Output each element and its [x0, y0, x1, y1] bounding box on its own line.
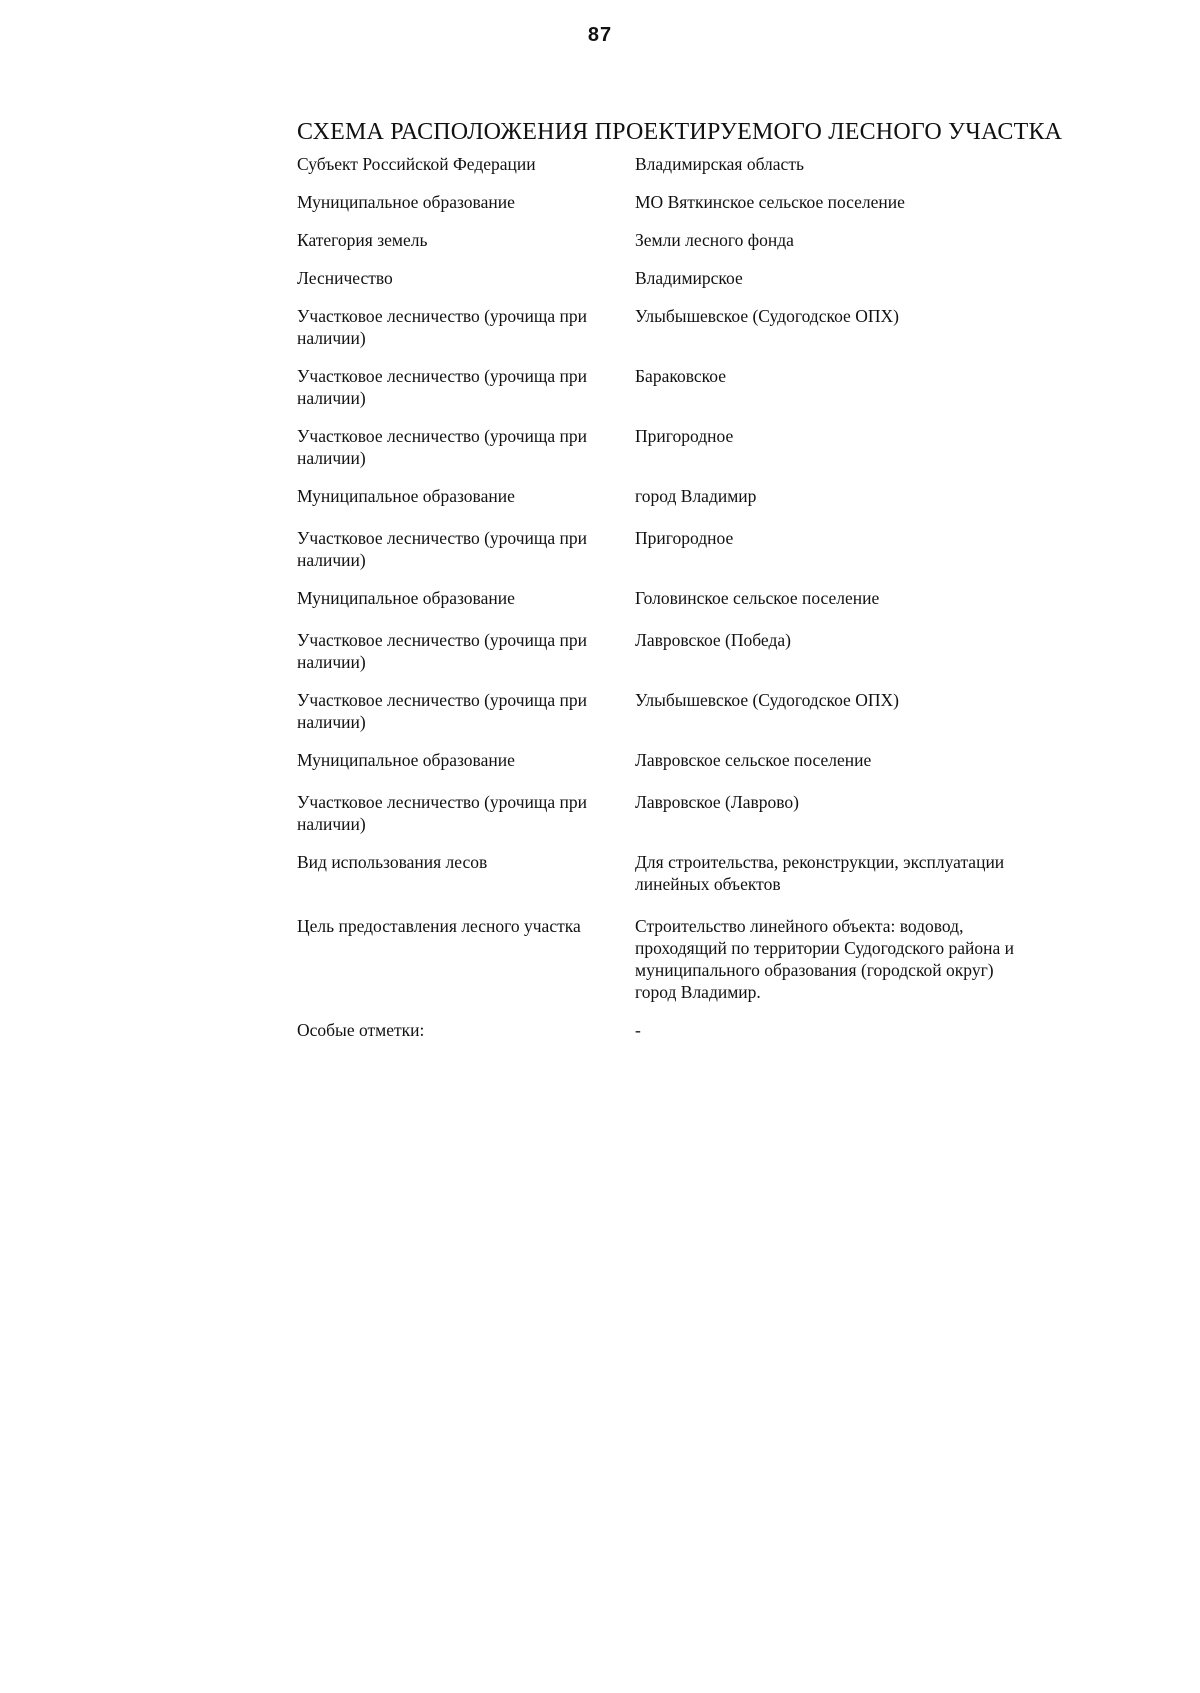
field-label: Участковое лесничество (урочища при наличии)	[297, 306, 587, 348]
field-row	[297, 851, 1017, 895]
field-row	[297, 365, 1017, 409]
field-row	[297, 749, 1017, 771]
field-value: Головинское сельское поселение	[635, 588, 880, 608]
field-label: Участковое лесничество (урочища при наличии)	[297, 792, 587, 834]
field-label: Участковое лесничество (урочища при наличии)	[297, 426, 587, 468]
field-label: Категория земель	[297, 230, 428, 250]
field-label: Лесничество	[297, 268, 393, 288]
field-row	[297, 229, 1017, 251]
field-label: Участковое лесничество (урочища при наличии)	[297, 366, 587, 408]
field-row	[297, 527, 1017, 571]
field-label: Участковое лесничество (урочища при наличии)	[297, 630, 587, 672]
field-value: Пригородное	[635, 528, 734, 548]
field-label: Муниципальное образование	[297, 588, 515, 608]
fields-table	[297, 153, 1017, 1041]
field-label: Субъект Российской Федерации	[297, 154, 536, 174]
field-value: Лавровское (Победа)	[635, 630, 791, 650]
field-value: Улыбышевское (Судогодское ОПХ)	[635, 306, 899, 326]
field-row	[297, 587, 1017, 609]
field-row	[297, 791, 1017, 835]
field-value: Бараковское	[635, 366, 726, 386]
field-row	[297, 915, 1017, 1003]
field-row	[297, 305, 1017, 349]
field-label: Цель предоставления лесного участка	[297, 916, 581, 936]
field-value: Строительство линейного объекта: водовод, проходящий по территории Судогодского района и муниципального образования (городской округ) город Владимир.	[635, 916, 1015, 1002]
field-row	[297, 485, 1017, 507]
field-value: Пригородное	[635, 426, 734, 446]
field-value: Лавровское сельское поселение	[635, 750, 872, 770]
field-value: Для строительства, реконструкции, эксплуатации линейных объектов	[635, 852, 1005, 894]
page-number: 87	[587, 24, 613, 46]
field-value: Владимирское	[635, 268, 743, 288]
field-row	[297, 153, 1017, 175]
field-label: Вид использования лесов	[297, 852, 488, 872]
field-label: Участковое лесничество (урочища при наличии)	[297, 690, 587, 732]
field-row	[297, 425, 1017, 469]
field-value: Лавровское (Лаврово)	[635, 792, 799, 812]
field-value: город Владимир	[635, 486, 757, 506]
field-row	[297, 629, 1017, 673]
field-value: -	[635, 1020, 641, 1040]
field-label: Муниципальное образование	[297, 750, 515, 770]
field-label: Участковое лесничество (урочища при наличии)	[297, 528, 587, 570]
field-value: Земли лесного фонда	[635, 230, 794, 250]
field-label: Муниципальное образование	[297, 192, 515, 212]
field-value: МО Вяткинское сельское поселение	[635, 192, 905, 212]
field-row	[297, 191, 1017, 213]
field-value: Владимирская область	[635, 154, 804, 174]
field-row	[297, 267, 1017, 289]
field-label: Муниципальное образование	[297, 486, 515, 506]
field-row	[297, 1019, 1017, 1041]
document-title: СХЕМА РАСПОЛОЖЕНИЯ ПРОЕКТИРУЕМОГО ЛЕСНОГО УЧАСТКА	[297, 119, 1063, 145]
field-label: Особые отметки:	[297, 1020, 425, 1040]
field-value: Улыбышевское (Судогодское ОПХ)	[635, 690, 899, 710]
field-row	[297, 689, 1017, 733]
